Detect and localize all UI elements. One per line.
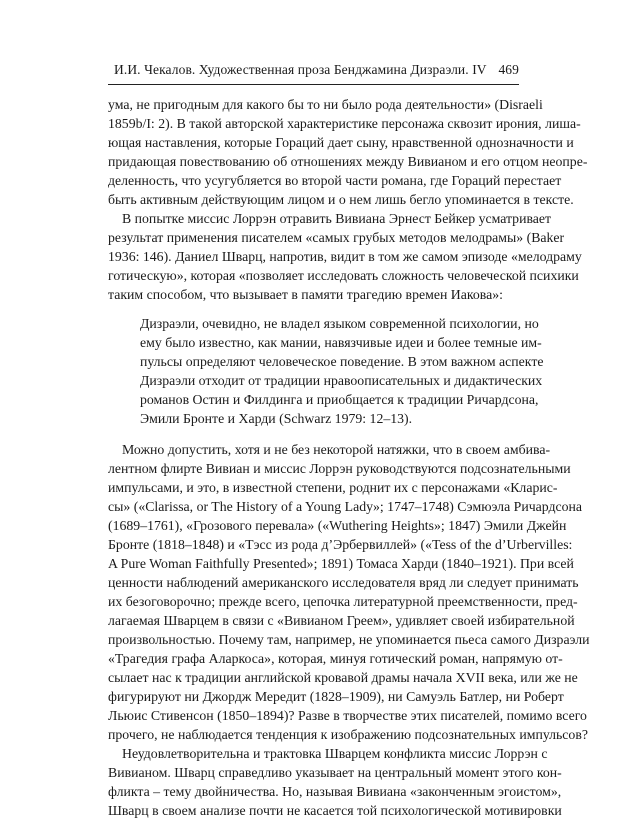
quote-line: пульсы определяют человеческое поведение. В этом важном аспекте — [140, 354, 544, 369]
text-line: Можно допустить, хотя и не без некоторой натяжки, что в своем амбива- — [122, 442, 551, 457]
text-line: лентном флирте Вивиан и миссис Лоррэн руководствуются подсознательными — [108, 461, 571, 476]
text-line: фигурируют ни Джордж Мередит (1828–1909), ни Самуэль Батлер, ни Роберт — [108, 689, 564, 704]
text-line: Льюис Стивенсон (1850–1894)? Разве в творчестве этих писателей, помимо всего — [108, 708, 587, 723]
text-line: ума, не пригодным для какого бы то ни было рода деятельности» (Disraeli — [108, 97, 543, 112]
text-line: готическую», которая «позволяет исследовать сложность человеческой психики — [108, 268, 579, 283]
quote-line: ему было известно, как мании, навязчивые идеи и более темные им- — [140, 335, 542, 350]
text-line: 1936: 146). Даниел Шварц, напротив, видит в том же самом эпизоде «мелодраму — [108, 249, 582, 264]
text-line: прочего, не наблюдается тенденция к изображению подсознательных импульсов? — [108, 727, 588, 742]
text-line: произвольностью. Почему там, например, не упоминается пьеса самого Дизраэли — [108, 632, 590, 647]
text-line: Шварц в своем анализе почти не касается той психологической мотивировки — [108, 803, 562, 818]
text-line: лагаемая Шварцем в связи с «Вивианом Греем», удивляет своей избирательной — [108, 613, 575, 628]
page-number: 469 — [498, 62, 519, 77]
text-line: (1689–1761), «Грозового перевала» («Wuthering Heights»; 1847) Эмили Джейн — [108, 518, 567, 533]
quote-line: Эмили Бронте и Харди (Schwarz 1979: 12–13). — [140, 411, 413, 426]
text-line: импульсами, и это, в известной степени, роднит их с персонажами «Кларис- — [108, 480, 558, 495]
text-line: сы» («Clarissa, or The History of a Young Lady»; 1747–1748) Сэмюэла Ричардсона — [108, 499, 583, 514]
text-line: Неудовлетворительна и трактовка Шварцем конфликта миссис Лоррэн с — [122, 746, 548, 761]
quote-line: Дизраэли отходит от традиции нравоописательных и дидактических — [140, 373, 543, 388]
text-line: A Pure Woman Faithfully Presented»; 1891) Томаса Харди (1840–1921). При всей — [108, 556, 574, 571]
text-line: таким способом, что вызывает в памяти трагедию времен Иакова»: — [108, 287, 503, 302]
text-line: Бронте (1818–1848) и «Тэсс из рода д’Эрбервиллей» («Tess of the d’Urbervilles: — [108, 537, 573, 552]
running-header — [108, 60, 519, 82]
running-title: И.И. Чекалов. Художественная проза Бенджамина Дизраэли. IV — [114, 62, 487, 77]
quote-line: романов Остин и Филдинга и приобщается к традиции Ричардсона, — [140, 392, 539, 407]
text-line: 1859b/I: 2). В такой авторской характеристике персонажа сквозит ирония, лиша- — [108, 116, 581, 131]
text-line: Вивианом. Шварц справедливо указывает на центральный момент этого кон- — [108, 765, 562, 780]
header-rule — [108, 84, 519, 85]
text-line: придающая повествованию об отношениях между Вивианом и его отцом неопре- — [108, 154, 588, 169]
text-line: деленность, что усугубляется во второй части романа, где Гораций перестает — [108, 173, 562, 188]
text-line: «Трагедия графа Аларкоса», которая, минуя готический роман, напрямую от- — [108, 651, 563, 666]
text-line: их безоговорочно; прежде всего, цепочка литературной преемственности, пред- — [108, 594, 578, 609]
quote-line: Дизраэли, очевидно, не владел языком современной психологии, но — [140, 316, 539, 331]
text-line: ющая наставления, которые Гораций дает сыну, нравственной однозначности и — [108, 135, 574, 150]
text-line: результат применения писателем «самых грубых методов мелодрамы» (Baker — [108, 230, 565, 245]
text-line: быть активным действующим лицом и о нем лишь бегло упоминается в тексте. — [108, 192, 574, 207]
text-line: ценности наблюдений американского исследователя вряд ли следует принимать — [108, 575, 579, 590]
text-line: фликта – тему двойничества. Но, называя Вивиана «законченным эгоистом», — [108, 784, 562, 799]
text-line: сылает нас к традиции английской кровавой драмы начала XVII века, или же не — [108, 670, 578, 685]
text-line: В попытке миссис Лоррэн отравить Вивиана Эрнест Бейкер усматривает — [122, 211, 552, 226]
